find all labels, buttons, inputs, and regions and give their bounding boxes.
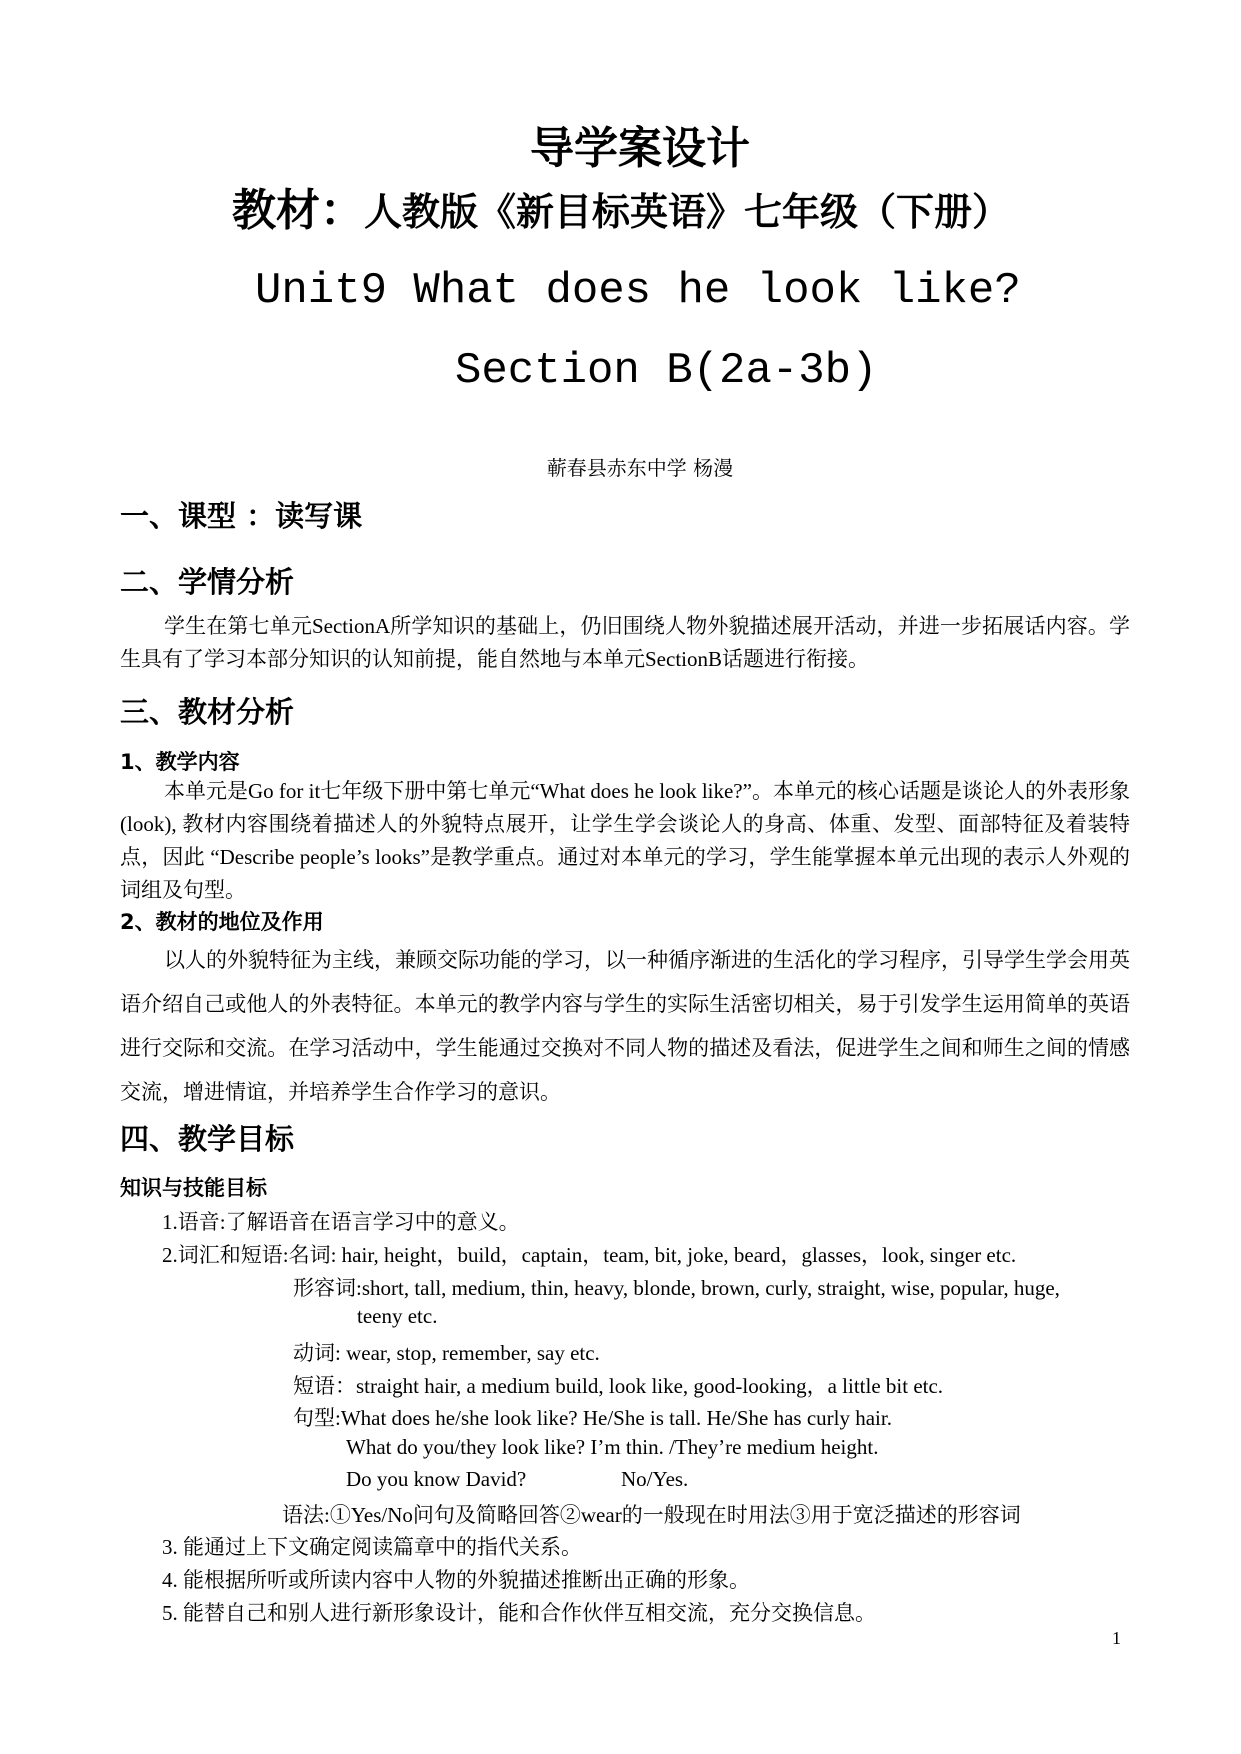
objective-sentence-patterns-3-answer: No/Yes. xyxy=(621,1467,689,1491)
section-title: Section B(2a-3b) xyxy=(455,346,878,396)
objective-adjectives: 形容词:short, tall, medium, thin, heavy, blonde, brown, curly, straight, wise, popular, huge, xyxy=(293,1276,1060,1300)
document-title: 导学案设计 xyxy=(530,123,750,174)
objective-grammar: 语法:①Yes/No问句及简略回答②wear的一般现在时用法③用于宽泛描述的形容词 xyxy=(282,1503,1021,1527)
unit-title: Unit9 What does he look like? xyxy=(255,266,1021,316)
textbook-line xyxy=(232,174,1010,238)
objective-item-2: 2.词汇和短语:名词: hair, height，build，captain，team, bit, joke, beard，glasses，look, singer etc. xyxy=(162,1243,1017,1267)
objective-item-5: 5. 能替自己和别人进行新形象设计，能和合作伙伴互相交流，充分交换信息。 xyxy=(162,1601,876,1625)
objective-sentence-patterns: 句型:What does he/she look like? He/She is tall. He/She has curly hair. xyxy=(293,1406,892,1430)
subheading-textbook-role: 2、教材的地位及作用 xyxy=(120,910,324,934)
textbook-label: 教材： xyxy=(232,185,364,236)
textbook-role-paragraph: 以人的外貌特征为主线，兼顾交际功能的学习，以一种循序渐进的生活化的学习程序，引导学生学会用英语介绍自己或他人的外表特征。本单元的教学内容与学生的实际生活密切相关，易于引发学生运用简单的英语进行交际和交流。在学习活动中，学生能通过交换对不同人物的描述及看法，促进学生之间和师生之间的情感交流，增进情谊，并培养学生合作学习的意识。 xyxy=(120,948,1130,1104)
author-line: 蕲春县赤东中学 杨漫 xyxy=(546,456,734,480)
textbook-name: 人教版《新目标英语》七年级（下册） xyxy=(364,190,1011,234)
objective-item-1: 1.语音:了解语音在语言学习中的意义。 xyxy=(162,1210,520,1234)
heading-student-analysis: 二、学情分析 xyxy=(120,565,295,599)
heading-lesson-type: 一、课型 ：读写课 xyxy=(120,499,363,533)
student-analysis-paragraph: 学生在第七单元SectionA所学知识的基础上，仍旧围绕人物外貌描述展开活动，并进一步拓展话内容。学生具有了学习本部分知识的认知前提，能自然地与本单元SectionB话题进行衔接。 xyxy=(120,614,1130,671)
objective-phrases: 短语：straight hair, a medium build, look like, good-looking，a little bit etc. xyxy=(293,1374,944,1398)
objective-item-3: 3. 能通过上下文确定阅读篇章中的指代关系。 xyxy=(162,1535,582,1559)
objective-sentence-patterns-3: Do you know David? xyxy=(346,1467,527,1491)
page-number: 1 xyxy=(1112,1628,1121,1648)
objective-sentence-patterns-2: What do you/they look like? I’m thin. /They’re medium height. xyxy=(346,1435,879,1459)
heading-textbook-analysis: 三、教材分析 xyxy=(120,695,295,729)
subheading-teaching-content: 1、教学内容 xyxy=(120,750,240,774)
objective-adjectives-cont: teeny etc. xyxy=(357,1304,438,1328)
heading-teaching-objectives: 四、教学目标 xyxy=(120,1122,295,1156)
teaching-content-paragraph: 本单元是Go for it七年级下册中第七单元“What does he look like?”。本单元的核心话题是谈论人的外表形象(look), 教材内容围绕着描述人的外貌特点展开，让学生学会谈论人的身高、体重、发型、面部特征及着装特点，因此 “Describe people’s looks”是教学重点。通过对本单元的学习，学生能掌握本单元出现的表示人外观的词组及句型。 xyxy=(120,779,1130,902)
subheading-knowledge-skills: 知识与技能目标 xyxy=(120,1176,267,1200)
objective-item-4: 4. 能根据所听或所读内容中人物的外貌描述推断出正确的形象。 xyxy=(162,1568,750,1592)
objective-verbs: 动词: wear, stop, remember, say etc. xyxy=(293,1341,600,1365)
